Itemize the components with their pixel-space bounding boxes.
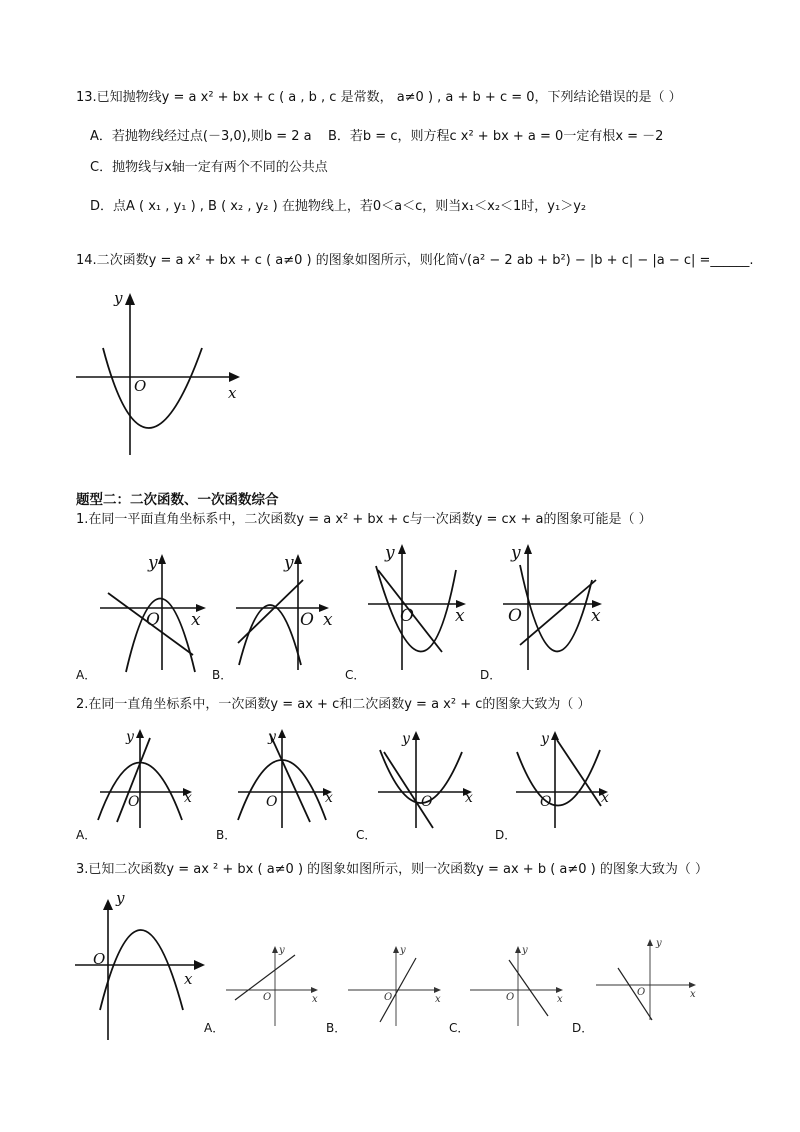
s2-a-x-label: x [184, 790, 192, 806]
s1-a-origin-label: O [146, 610, 160, 630]
q13-option-b: B．若b = c，则方程c x² + bx + a = 0一定有根x = －2 [328, 129, 664, 144]
s3-main-figure [75, 889, 205, 1040]
s3-figure-a [226, 945, 318, 1026]
s3-a-origin-label: O [263, 992, 272, 1003]
s1-c-origin-label: O [400, 606, 414, 626]
q13-option-d: D．点A ( x₁ , y₁ ) , B ( x₂ , y₂ ) 在抛物线上，若0＜a＜c，则当x₁＜x₂＜1时，y₁＞y₂ [90, 199, 587, 214]
s3-label-d: D． [572, 1021, 594, 1035]
s3-fig-origin-label: O [93, 950, 106, 968]
s1-a-x-label: x [191, 610, 201, 630]
s1-label-c: C． [345, 668, 366, 682]
s2-d-x-label: x [601, 790, 609, 806]
q14-fig-x-label: x [228, 384, 237, 402]
q14-stem: 14.二次函数y = a x² + bx + c ( a≠0 ) 的图象如图所示，则化简√(a² − 2 ab + b²) − |b + c| − |a − c| =______. [76, 253, 754, 268]
s2-d-y-label: y [541, 731, 549, 747]
q14-fig-y-label: y [114, 289, 123, 307]
s1-label-d: D． [480, 668, 502, 682]
s3-label-a: A． [204, 1021, 225, 1035]
s1-b-x-label: x [323, 610, 333, 630]
s3-a-y-label: y [279, 945, 285, 956]
s3-c-origin-label: O [506, 992, 515, 1003]
s1-d-origin-label: O [508, 606, 522, 626]
s1-label-a: A． [76, 668, 97, 682]
s2-b-x-label: x [325, 790, 333, 806]
s2-label-d: D． [495, 828, 517, 842]
s1-stem: 1.在同一平面直角坐标系中，二次函数y = a x² + bx + c与一次函数y = cx + a的图象可能是（ ） [76, 512, 652, 527]
s2-c-x-label: x [465, 790, 473, 806]
section-title: 题型二：二次函数、一次函数综合 [76, 492, 279, 508]
s3-label-b: B． [326, 1021, 347, 1035]
s2-b-y-label: y [268, 729, 276, 745]
s2-d-origin-label: O [540, 794, 552, 810]
s3-b-x-label: x [435, 994, 441, 1005]
s3-d-origin-label: O [637, 987, 646, 998]
s2-label-b: B． [216, 828, 237, 842]
s3-stem: 3.已知二次函数y = ax ² + bx ( a≠0 ) 的图象如图所示，则一次函数y = ax + b ( a≠0 ) 的图象大致为（ ） [76, 862, 709, 877]
s3-c-y-label: y [522, 945, 528, 956]
s3-b-origin-label: O [384, 992, 393, 1003]
s2-b-origin-label: O [266, 794, 278, 810]
q13-stem: 13.已知抛物线y = a x² + bx + c ( a , b , c 是常数， a≠0 ) , a + b + c = 0，下列结论错误的是（ ） [76, 90, 682, 105]
s1-d-y-label: y [511, 543, 521, 563]
s2-c-y-label: y [402, 731, 410, 747]
s2-label-c: C． [356, 828, 377, 842]
s1-d-x-label: x [591, 606, 601, 626]
s2-a-y-label: y [126, 729, 134, 745]
s3-d-y-label: y [656, 938, 662, 949]
q13-option-c: C．抛物线与x轴一定有两个不同的公共点 [90, 160, 328, 175]
s3-figure-c [470, 945, 563, 1026]
q13-option-a: A．若抛物线经过点(－3,0),则b = 2 a [90, 129, 312, 144]
s3-d-x-label: x [690, 989, 696, 1000]
q14-fig-origin-label: O [134, 377, 147, 395]
s1-label-b: B． [212, 668, 233, 682]
s1-c-y-label: y [385, 543, 395, 563]
s3-figure-b [348, 945, 441, 1026]
s2-stem: 2.在同一直角坐标系中，一次函数y = ax + c和二次函数y = a x² + c的图象大致为（ ） [76, 697, 591, 712]
s1-b-origin-label: O [300, 610, 314, 630]
s3-fig-x-label: x [184, 970, 193, 988]
s3-fig-y-label: y [116, 889, 125, 907]
s2-c-origin-label: O [421, 794, 433, 810]
s2-a-origin-label: O [128, 794, 140, 810]
s3-b-y-label: y [400, 945, 406, 956]
s3-a-x-label: x [312, 994, 318, 1005]
s2-label-a: A． [76, 828, 97, 842]
s3-label-c: C． [449, 1021, 470, 1035]
s1-b-y-label: y [284, 553, 294, 573]
s3-figure-d [596, 938, 696, 1020]
s1-a-y-label: y [148, 553, 158, 573]
s1-c-x-label: x [455, 606, 465, 626]
s3-c-x-label: x [557, 994, 563, 1005]
